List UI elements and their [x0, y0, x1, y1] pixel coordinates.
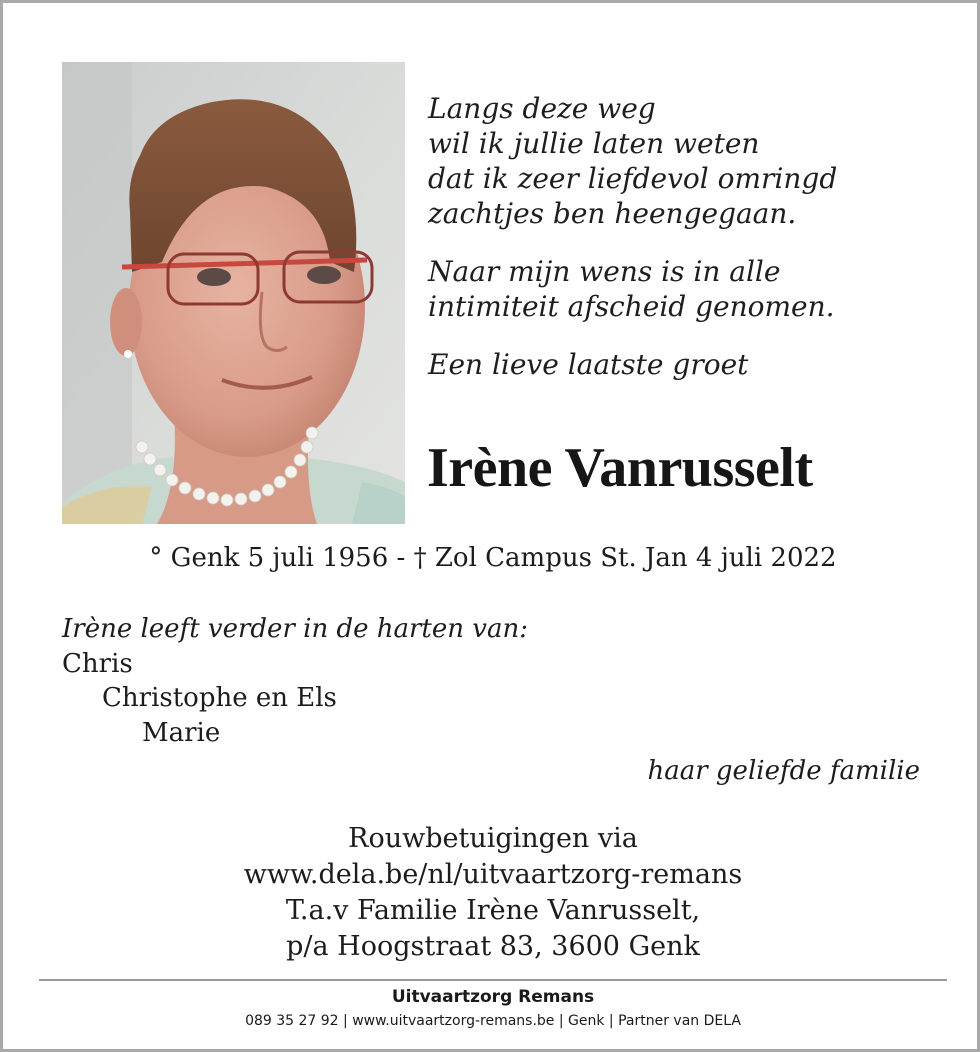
condolences-address: p/a Hoogstraat 83, 3600 Genk	[286, 931, 700, 962]
poem-line: zachtjes ben heengegaan.	[428, 197, 797, 230]
poem-stanza-3	[428, 347, 948, 382]
condolences-heading: Rouwbetuigingen via	[348, 823, 638, 854]
portrait-illustration	[62, 62, 405, 524]
funeral-home-name: Uitvaartzorg Remans	[391, 987, 595, 1007]
survivor-name: Christophe en Els	[102, 683, 337, 713]
poem-line: Langs deze weg	[428, 92, 656, 125]
condolences-url[interactable]: www.dela.be/nl/uitvaartzorg-remans	[243, 859, 743, 890]
poem-line: Een lieve laatste groet	[428, 348, 749, 381]
poem-stanza-2	[428, 254, 948, 324]
portrait-photo	[62, 62, 405, 524]
poem	[428, 91, 948, 405]
poem-line: wil ik jullie laten weten	[428, 127, 760, 160]
deceased-name: Irène Vanrusselt	[427, 437, 813, 499]
footer-divider	[39, 979, 947, 981]
survivors-intro: Irène leeft verder in de harten van:	[62, 614, 528, 644]
poem-line: Naar mijn wens is in alle	[428, 255, 781, 288]
poem-line: dat ik zeer liefdevol omringd	[428, 162, 838, 195]
funeral-home-contact: 089 35 27 92 | www.uitvaartzorg-remans.be | Genk | Partner van DELA	[245, 1013, 741, 1029]
poem-line: intimiteit afscheid genomen.	[428, 290, 835, 323]
condolences-recipient: T.a.v Familie Irène Vanrusselt,	[285, 895, 701, 926]
family-signature: haar geliefde familie	[647, 756, 920, 786]
life-dates: ° Genk 5 juli 1956 - † Zol Campus St. Jan 4 juli 2022	[149, 543, 837, 573]
survivor-name: Chris	[62, 649, 133, 679]
poem-stanza-1	[428, 91, 948, 231]
condolences-block	[3, 821, 980, 965]
survivor-name: Marie	[142, 718, 221, 748]
